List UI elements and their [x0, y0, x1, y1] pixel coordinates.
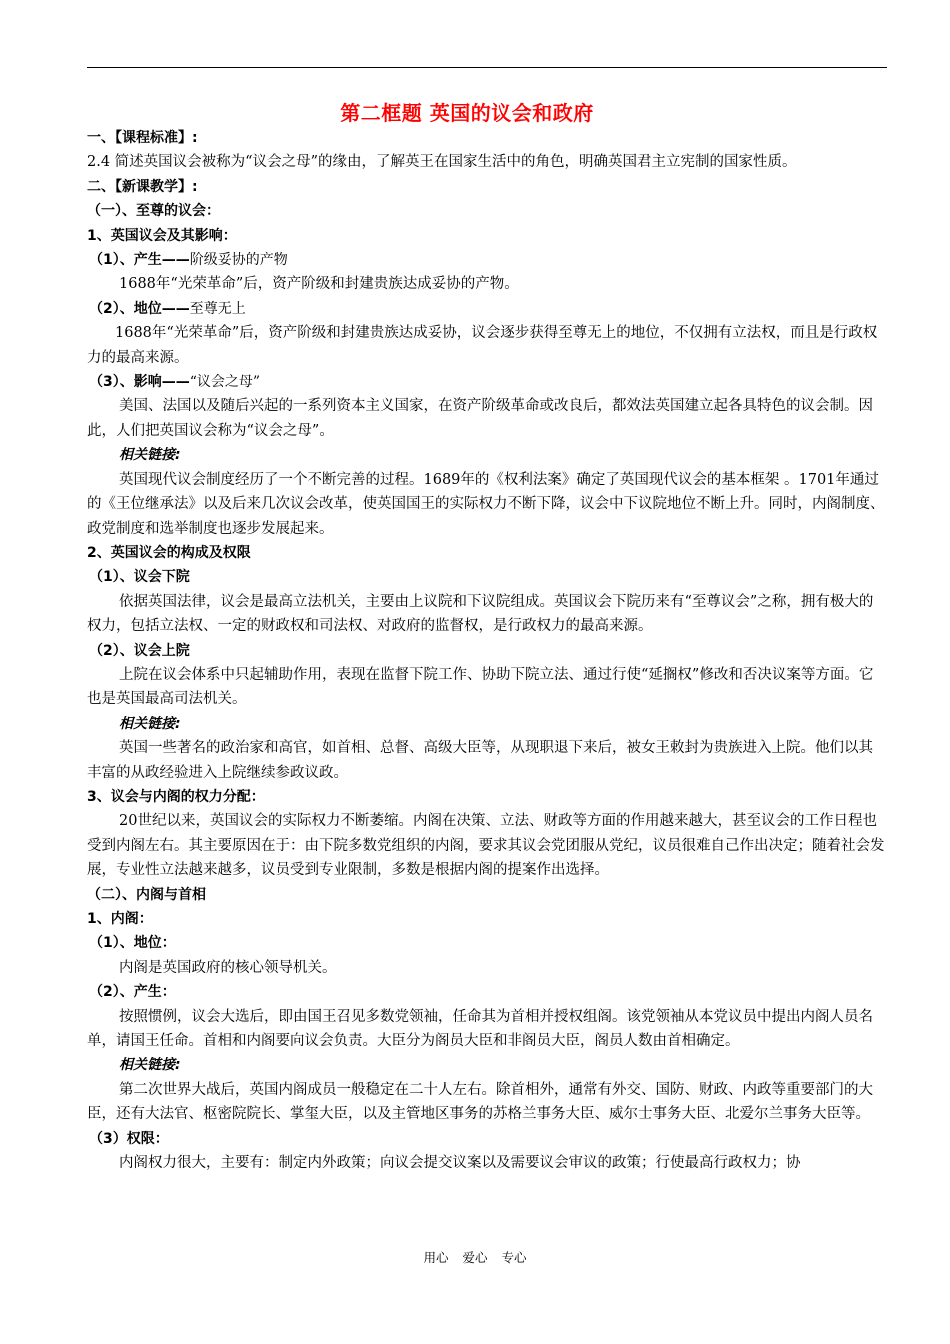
paragraph-related-link-2: 英国一些著名的政治家和高官，如首相、总督、高级大臣等，从现职退下来后，被女王敕封为贵族进入上院。他们以其丰富的从政经验进入上院继续参政议政。	[87, 740, 873, 781]
subheading-influence-tail: “议会之母”	[189, 374, 261, 391]
heading-parliament-structure: 2、英国议会的构成及权限	[87, 544, 251, 561]
paragraph-influence: 美国、法国以及随后兴起的一系列资本主义国家，在资产阶级革命或改良后，都效法英国建立起各具特色的议会制。因此，人们把英国议会称为“议会之母”。	[87, 398, 873, 439]
related-link-label: 相关链接:	[119, 447, 181, 464]
subheading-influence-label: （3）、影响——	[89, 374, 190, 391]
page-title: 第二框题 英国的议会和政府	[340, 101, 594, 125]
paragraph-origin: 1688年“光荣革命”后，资产阶级和封建贵族达成妥协的产物。	[119, 276, 519, 293]
subheading-influence	[87, 370, 887, 394]
document-body	[87, 126, 887, 1175]
paragraph-lower-house: 依据英国法律，议会是最高立法机关，主要由上议院和下议院组成。英国议会下院历来有“至尊议会”之称，拥有极大的权力，包括立法权、一定的财政权和司法权、对政府的监督权，是行政权力的最高来源。	[87, 593, 874, 635]
heading-parliament-influence: 1、英国议会及其影响：	[87, 227, 237, 244]
paragraph-cabinet-formation: 按照惯例，议会大选后，即由国王召见多数党领袖，任命其为首相并授权组阁。该党领袖从本党议员中提出内阁人员名单，请国王任命。首相和内阁要向议会负责。大臣分为阁员大臣和非阁员大臣，阁员人数由首相确定。	[87, 1008, 873, 1050]
subheading-lower-house: （1）、议会下院	[89, 569, 190, 586]
related-link-label: 相关链接:	[119, 1057, 181, 1074]
section-heading-teaching: 二、【新课教学】:	[87, 178, 198, 195]
header-rule	[87, 67, 887, 68]
paragraph-related-link-1: 英国现代议会制度经历了一个不断完善的过程。1689年的《权利法案》确定了英国现代议会的基本框架 。1701年通过的《王位继承法》以及后来几次议会改革，使英国国王的实际权力不断下降，议会中下议院地位不断上升。同时，内阁制度、政党制度和选举制度也逐步发展起来。	[87, 471, 885, 537]
subheading-status	[87, 297, 887, 321]
heading-power-distribution: 3、议会与内阁的权力分配：	[87, 788, 265, 805]
subheading-status-label: （2）、地位——	[89, 300, 190, 317]
paragraph-power-distribution: 20世纪以来，英国议会的实际权力不断萎缩。内阁在决策、立法、财政等方面的作用越来越大，甚至议会的工作日程也受到内阁左右。其主要原因在于：由下院多数党组织的内阁，要求其议会党团服从党纪，议员很难自己作出决定；随着社会发展，专业性立法越来越多，议员受到专业限制，多数是根据内阁的提案作出选择。	[87, 813, 885, 879]
paragraph-upper-house: 上院在议会体系中只起辅助作用，表现在监督下院工作、协助下院立法、通过行使“延搁权”修改和否决议案等方面。它也是英国最高司法机关。	[87, 666, 874, 708]
subheading-status-tail: 至尊无上	[189, 300, 246, 317]
subheading-upper-house: （2）、议会上院	[89, 642, 190, 659]
subheading-cabinet-powers: （3）权限：	[89, 1130, 169, 1147]
subheading-origin	[87, 248, 887, 272]
section-heading-curriculum: 一、【课程标准】:	[87, 130, 198, 146]
heading-cabinet: 1、内阁：	[87, 911, 153, 927]
page-footer: 用心 爱心 专心	[423, 1250, 527, 1265]
subheading-origin-tail: 阶级妥协的产物	[189, 252, 288, 269]
subheading-cabinet-formation: （2）、产生：	[89, 984, 176, 1001]
paragraph-related-link-3: 第二次世界大战后，英国内阁成员一般稳定在二十人左右。除首相外，通常有外交、国防、财政、内政等重要部门的大臣，还有大法官、枢密院院长、掌玺大臣，以及主管地区事务的苏格兰事务大臣、威尔士事务大臣、北爱尔兰事务大臣等。	[87, 1081, 873, 1123]
subheading-cabinet-status: （1）、地位：	[89, 935, 176, 952]
part-heading-parliament: （一）、至尊的议会：	[87, 203, 220, 220]
related-link-label: 相关链接:	[119, 715, 181, 732]
paragraph-status: 1688年“光荣革命”后，资产阶级和封建贵族达成妥协，议会逐步获得至尊无上的地位，不仅拥有立法权，而且是行政权力的最高来源。	[87, 325, 878, 366]
paragraph-cabinet-status: 内阁是英国政府的核心领导机关。	[119, 959, 337, 976]
part-heading-cabinet: （二）、内阁与首相	[87, 886, 206, 903]
subheading-origin-label: （1）、产生——	[89, 252, 190, 269]
paragraph-cabinet-powers: 内阁权力很大，主要有：制定内外政策；向议会提交议案以及需要议会审议的政策；行使最高行政权力；协	[119, 1155, 801, 1172]
curriculum-text: 2.4 简述英国议会被称为“议会之母”的缘由，了解英王在国家生活中的角色，明确英国君主立宪制的国家性质。	[87, 154, 797, 171]
